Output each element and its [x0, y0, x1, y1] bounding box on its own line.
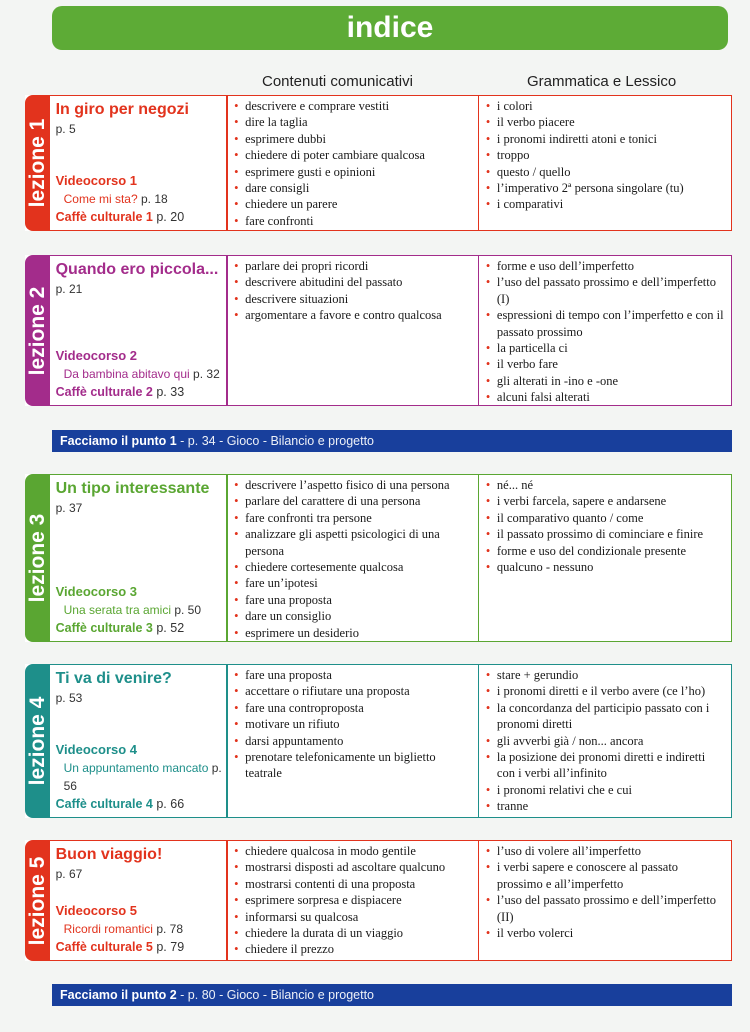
- facciamo-il-punto-1-bar[interactable]: [52, 430, 732, 452]
- lesson-extras: [56, 741, 223, 813]
- contenuti-cell: [226, 255, 479, 406]
- contenuti-item: • chiedere qualcosa in modo gentile: [233, 843, 472, 859]
- contenuti-item: • chiedere la durata di un viaggio: [233, 925, 472, 941]
- grammatica-item: • la particella ci: [485, 340, 725, 356]
- facciamo-il-punto-2-bar[interactable]: [52, 984, 732, 1006]
- videocorso-title[interactable]: [56, 601, 223, 619]
- lesson-page: p. 37: [55, 501, 83, 515]
- videocorso-title[interactable]: [56, 365, 223, 383]
- lesson-title[interactable]: Un tipo interessante: [55, 480, 210, 497]
- videocorso-page: p. 56: [63, 761, 222, 793]
- caffe-page: p. 33: [156, 385, 185, 399]
- lesson-tab[interactable]: [25, 664, 50, 818]
- caffe-label: Caffè culturale 4: [55, 797, 153, 811]
- lesson-page: p. 21: [55, 282, 83, 296]
- lesson-row[interactable]: [25, 474, 732, 642]
- contenuti-item: • chiedere il prezzo: [233, 941, 472, 957]
- contenuti-item: • mostrarsi disposti ad ascoltare qualcuno: [233, 859, 472, 875]
- contenuti-item: • fare una proposta: [233, 592, 472, 608]
- grammatica-item: • gli alterati in -ino e -one: [485, 373, 725, 389]
- grammatica-item: • gli avverbi già / non... ancora: [485, 733, 725, 749]
- grammatica-item: • questo / quello: [485, 164, 725, 180]
- bar-label: Facciamo il punto 2: [60, 988, 177, 1002]
- caffe-label: Caffè culturale 3: [55, 621, 153, 635]
- caffe-label: Caffè culturale 5: [55, 940, 153, 954]
- contenuti-item: • descrivere l’aspetto fisico di una persona: [233, 477, 472, 493]
- lesson-tab[interactable]: [25, 95, 50, 231]
- lesson-info-cell: [49, 474, 228, 642]
- caffe-culturale[interactable]: [56, 383, 223, 401]
- videocorso-title[interactable]: [56, 920, 223, 938]
- lesson-tab-label: lezione 1: [25, 118, 49, 208]
- lesson-tab-label: lezione 3: [25, 513, 49, 603]
- contenuti-item: • fare confronti tra persone: [233, 510, 472, 526]
- grammatica-item: • i verbi farcela, sapere e andarsene: [485, 493, 725, 509]
- contenuti-item: • fare una controproposta: [233, 700, 472, 716]
- grammatica-item: • troppo: [485, 147, 725, 163]
- contenuti-item: • fare una proposta: [233, 667, 472, 683]
- contenuti-cell: [226, 474, 479, 642]
- contenuti-item: • argomentare a favore e contro qualcosa: [233, 307, 472, 323]
- lesson-info-cell: [49, 95, 228, 231]
- videocorso-title-text: Un appuntamento mancato: [63, 761, 209, 775]
- lesson-title[interactable]: Quando ero piccola...: [55, 261, 219, 278]
- lesson-row[interactable]: [25, 840, 732, 961]
- caffe-culturale[interactable]: [56, 208, 223, 226]
- grammatica-item: • i pronomi indiretti atoni e tonici: [485, 131, 725, 147]
- grammatica-item: • il verbo volerci: [485, 925, 725, 941]
- contenuti-item: • chiedere di poter cambiare qualcosa: [233, 147, 472, 163]
- lesson-page: p. 5: [55, 122, 76, 136]
- lesson-row[interactable]: [25, 664, 732, 818]
- lesson-extras: [56, 172, 223, 226]
- contenuti-item: • esprimere dubbi: [233, 131, 472, 147]
- lesson-info-cell: [49, 840, 228, 961]
- lesson-tab[interactable]: [25, 474, 50, 642]
- grammatica-item: • il passato prossimo di cominciare e finire: [485, 526, 725, 542]
- column-header-grammatica: Grammatica e Lessico: [527, 73, 677, 90]
- contenuti-item: • prenotare telefonicamente un biglietto teatrale: [233, 749, 472, 782]
- grammatica-cell: [478, 664, 732, 818]
- contenuti-item: • descrivere e comprare vestiti: [233, 98, 472, 114]
- caffe-label: Caffè culturale 1: [55, 210, 153, 224]
- videocorso-title[interactable]: [56, 759, 223, 795]
- lesson-title[interactable]: In giro per negozi: [55, 101, 189, 118]
- videocorso-title-text: Ricordi romantici: [63, 922, 153, 936]
- lesson-tab-label: lezione 4: [25, 696, 49, 786]
- videocorso-title[interactable]: [56, 190, 223, 208]
- grammatica-item: • i pronomi relativi che e cui: [485, 782, 725, 798]
- page-title: indice: [52, 6, 728, 50]
- grammatica-item: • alcuni falsi alterati: [485, 389, 725, 405]
- caffe-culturale[interactable]: [56, 795, 223, 813]
- contenuti-item: • parlare del carattere di una persona: [233, 493, 472, 509]
- contenuti-item: • chiedere cortesemente qualcosa: [233, 559, 472, 575]
- videocorso-label[interactable]: Videocorso 4: [55, 742, 138, 757]
- grammatica-item: • né... né: [485, 477, 725, 493]
- videocorso-label[interactable]: Videocorso 5: [55, 903, 138, 918]
- contenuti-item: • fare un’ipotesi: [233, 575, 472, 591]
- grammatica-item: • la posizione dei pronomi diretti e indiretti con i verbi all’infinito: [485, 749, 725, 782]
- grammatica-item: • stare + gerundio: [485, 667, 725, 683]
- grammatica-item: • l’uso del passato prossimo e dell’imperfetto (II): [485, 892, 725, 925]
- lesson-tab[interactable]: [25, 840, 50, 961]
- grammatica-item: • tranne: [485, 798, 725, 814]
- lesson-extras: [56, 902, 223, 956]
- contenuti-item: • accettare o rifiutare una proposta: [233, 683, 472, 699]
- caffe-page: p. 52: [156, 621, 185, 635]
- grammatica-item: • i comparativi: [485, 196, 725, 212]
- contenuti-item: • fare confronti: [233, 213, 472, 229]
- contenuti-item: • mostrarsi contenti di una proposta: [233, 876, 472, 892]
- lesson-tab[interactable]: [25, 255, 50, 406]
- grammatica-item: • il comparativo quanto / come: [485, 510, 725, 526]
- grammatica-item: • l’uso del passato prossimo e dell’imperfetto (I): [485, 274, 725, 307]
- videocorso-title-text: Da bambina abitavo qui: [63, 367, 190, 381]
- caffe-culturale[interactable]: [56, 619, 223, 637]
- grammatica-item: • i verbi sapere e conoscere al passato prossimo e all’imperfetto: [485, 859, 725, 892]
- videocorso-page: p. 18: [140, 192, 168, 206]
- grammatica-cell: [478, 255, 732, 406]
- lesson-extras: [56, 583, 223, 637]
- caffe-page: p. 20: [156, 210, 185, 224]
- grammatica-cell: [478, 95, 732, 231]
- caffe-label: Caffè culturale 2: [55, 385, 153, 399]
- grammatica-item: • qualcuno - nessuno: [485, 559, 725, 575]
- videocorso-title-text: Come mi sta?: [63, 192, 138, 206]
- lesson-page: p. 53: [55, 691, 83, 705]
- bar-text: - p. 34 - Gioco - Bilancio e progetto: [176, 434, 375, 448]
- grammatica-item: • l’uso di volere all’imperfetto: [485, 843, 725, 859]
- lesson-page: p. 67: [55, 867, 83, 881]
- videocorso-page: p. 32: [193, 367, 220, 381]
- grammatica-item: • espressioni di tempo con l’imperfetto e con il passato prossimo: [485, 307, 725, 340]
- grammatica-item: • la concordanza del participio passato con i pronomi diretti: [485, 700, 725, 733]
- grammatica-item: • il verbo piacere: [485, 114, 725, 130]
- videocorso-title-text: Una serata tra amici: [63, 603, 171, 617]
- contenuti-item: • descrivere abitudini del passato: [233, 274, 472, 290]
- videocorso-label[interactable]: Videocorso 2: [55, 348, 138, 363]
- contenuti-item: • descrivere situazioni: [233, 291, 472, 307]
- lesson-info-cell: [49, 255, 228, 406]
- grammatica-item: • forme e uso dell’imperfetto: [485, 258, 725, 274]
- caffe-culturale[interactable]: [56, 938, 223, 956]
- contenuti-item: • parlare dei propri ricordi: [233, 258, 472, 274]
- videocorso-page: p. 78: [156, 922, 184, 936]
- caffe-page: p. 79: [156, 940, 185, 954]
- grammatica-item: • il verbo fare: [485, 356, 725, 372]
- lesson-title[interactable]: Buon viaggio!: [55, 846, 163, 863]
- caffe-page: p. 66: [156, 797, 185, 811]
- contenuti-cell: [226, 95, 479, 231]
- contenuti-cell: [226, 840, 479, 961]
- lesson-row[interactable]: [25, 255, 732, 406]
- grammatica-item: • i pronomi diretti e il verbo avere (ce l’ho): [485, 683, 725, 699]
- contenuti-item: • chiedere un parere: [233, 196, 472, 212]
- contenuti-cell: [226, 664, 479, 818]
- bar-label: Facciamo il punto 1: [60, 434, 177, 448]
- grammatica-cell: [478, 474, 732, 642]
- videocorso-label[interactable]: Videocorso 3: [55, 584, 138, 599]
- contenuti-item: • motivare un rifiuto: [233, 716, 472, 732]
- lesson-title[interactable]: Ti va di venire?: [55, 670, 172, 687]
- contenuti-item: • esprimere sorpresa e dispiacere: [233, 892, 472, 908]
- lesson-info-cell: [49, 664, 228, 818]
- grammatica-cell: [478, 840, 732, 961]
- contenuti-item: • esprimere un desiderio: [233, 625, 472, 641]
- contenuti-item: • dare un consiglio: [233, 608, 472, 624]
- contenuti-item: • darsi appuntamento: [233, 733, 472, 749]
- lesson-row[interactable]: [25, 95, 732, 231]
- grammatica-item: • forme e uso del condizionale presente: [485, 543, 725, 559]
- grammatica-item: • l’imperativo 2ª persona singolare (tu): [485, 180, 725, 196]
- column-header-contenuti: Contenuti comunicativi: [262, 73, 413, 90]
- grammatica-item: • i colori: [485, 98, 725, 114]
- bar-text: - p. 80 - Gioco - Bilancio e progetto: [176, 988, 375, 1002]
- videocorso-label[interactable]: Videocorso 1: [55, 173, 138, 188]
- contenuti-item: • esprimere gusti e opinioni: [233, 164, 472, 180]
- lesson-tab-label: lezione 5: [25, 856, 49, 945]
- contenuti-item: • dare consigli: [233, 180, 472, 196]
- contenuti-item: • dire la taglia: [233, 114, 472, 130]
- lesson-extras: [56, 347, 223, 401]
- videocorso-page: p. 50: [174, 603, 202, 617]
- lesson-tab-label: lezione 2: [25, 286, 49, 375]
- contenuti-item: • informarsi su qualcosa: [233, 909, 472, 925]
- contenuti-item: • analizzare gli aspetti psicologici di una persona: [233, 526, 472, 559]
